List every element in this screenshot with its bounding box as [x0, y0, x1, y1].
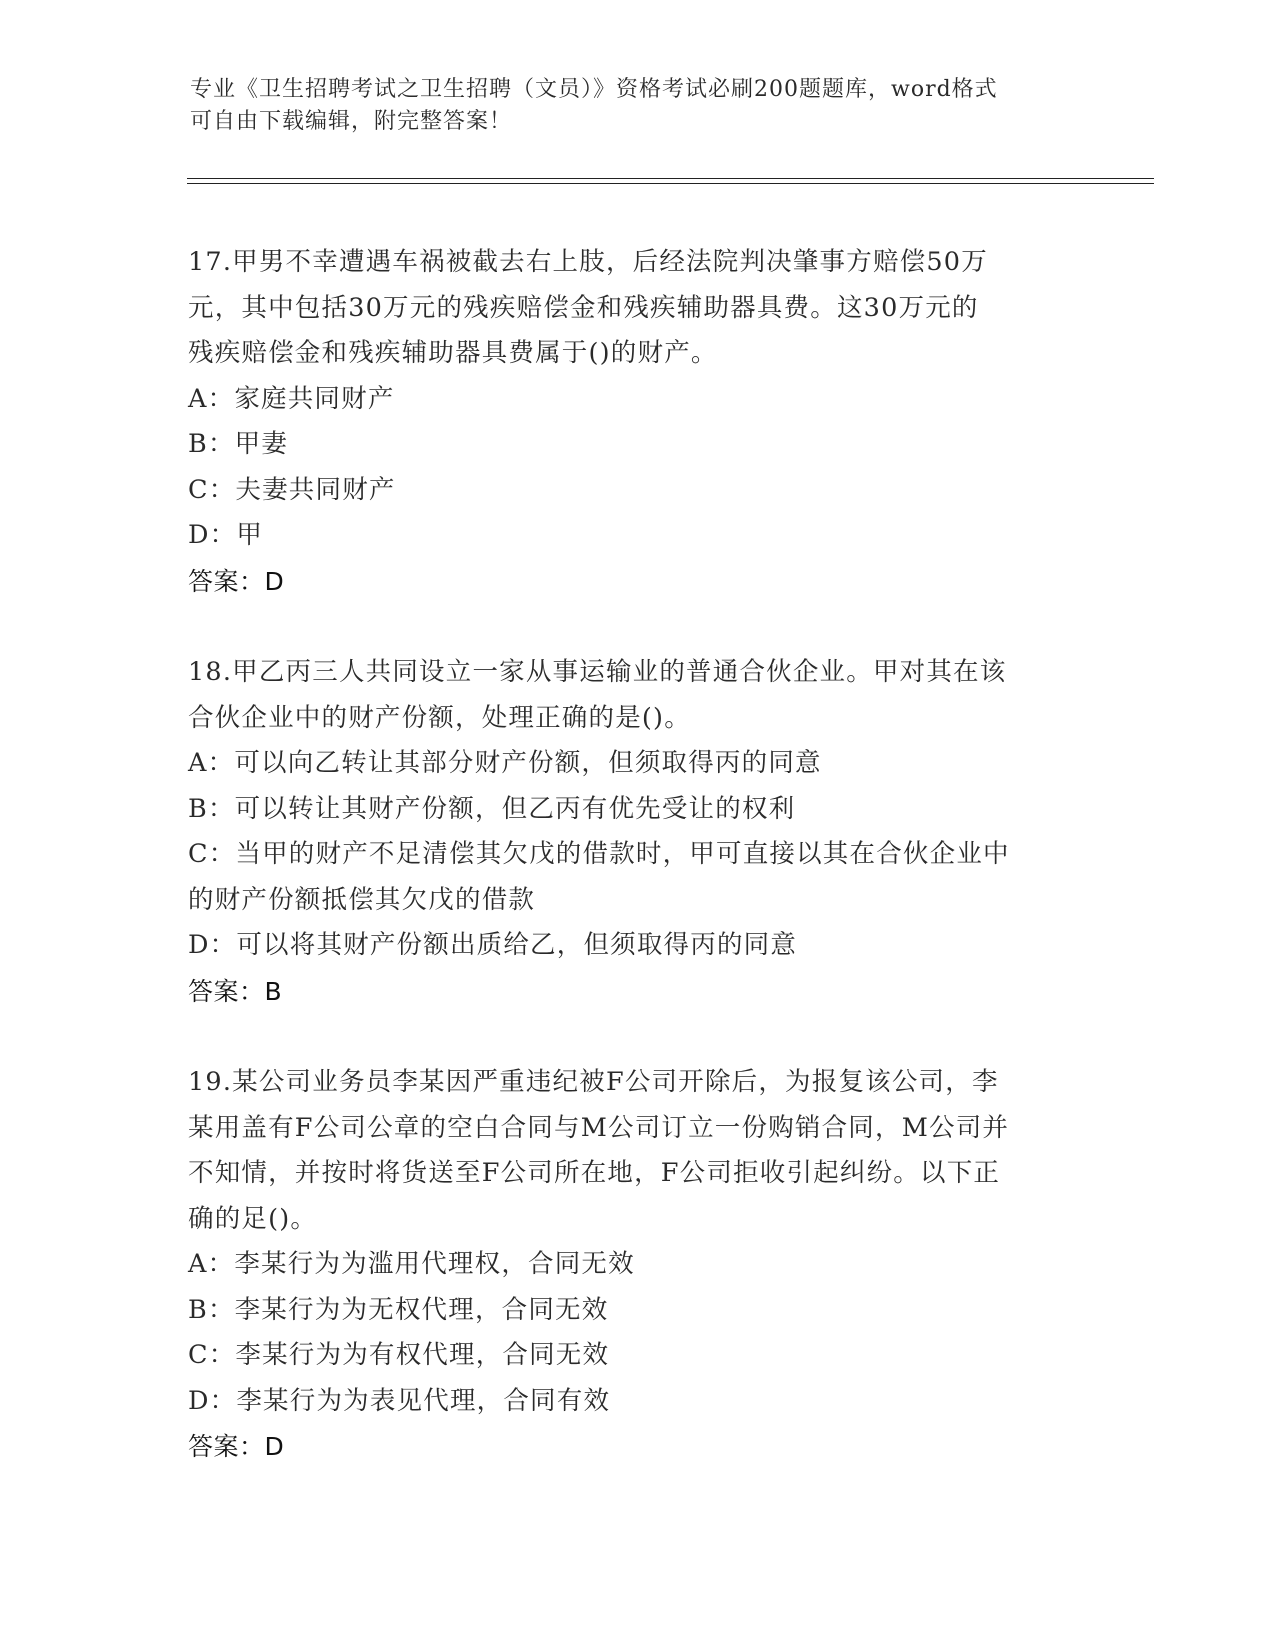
option-c: C：当甲的财产不足清偿其欠戊的借款时，甲可直接以其在合伙企业中	[188, 839, 1010, 869]
answer-label: 答案：D	[188, 1432, 285, 1461]
option-b: B：可以转让其财产份额，但乙丙有优先受让的权利	[188, 793, 796, 824]
option-c-continued: 的财产份额抵偿其欠戊的借款	[188, 884, 536, 915]
option-c: C：李某行为为有权代理，合同无效	[188, 1340, 610, 1370]
question-stem-line: 18.甲乙丙三人共同设立一家从事运输业的普通合伙企业。甲对其在该	[188, 657, 1007, 687]
question-stem-line: 某用盖有F公司公章的空白合同与M公司订立一份购销合同，M公司并	[188, 1112, 1010, 1143]
question-stem-line: 残疾赔偿金和残疾辅助器具费属于()的财产。	[188, 338, 718, 368]
question-stem-line: 确的足()。	[188, 1203, 318, 1234]
header-divider-bottom	[187, 183, 1154, 184]
question-18	[188, 650, 1088, 1015]
answer-label: 答案：B	[188, 976, 283, 1006]
question-stem-line: 不知情，并按时将货送至F公司所在地，F公司拒收引起纠纷。以下正	[188, 1158, 1001, 1188]
answer-label: 答案：D	[188, 566, 285, 596]
question-stem-line: 17.甲男不幸遭遇车祸被截去右上肢，后经法院判决肇事方赔偿50万	[188, 247, 988, 277]
option-b: B：甲妻	[188, 429, 289, 459]
option-a: A：可以向乙转让其部分财产份额，但须取得丙的同意	[188, 748, 822, 778]
question-stem-line: 合伙企业中的财产份额，处理正确的是()。	[188, 702, 691, 733]
option-d: D：可以将其财产份额出质给乙，但须取得丙的同意	[188, 930, 798, 960]
header-divider-top	[187, 178, 1154, 179]
header-line-2: 可自由下载编辑，附完整答案！	[190, 109, 513, 134]
option-a: A：家庭共同财产	[188, 383, 395, 414]
question-19	[188, 1060, 1088, 1470]
question-stem-line: 19.某公司业务员李某因严重违纪被F公司开除后，为报复该公司，李	[188, 1067, 999, 1097]
option-c: C：夫妻共同财产	[188, 474, 396, 505]
option-a: A：李某行为为滥用代理权，合同无效	[188, 1249, 635, 1279]
option-d: D：李某行为为表见代理，合同有效	[188, 1385, 611, 1416]
question-stem-line: 元，其中包括30万元的残疾赔偿金和残疾辅助器具费。这30万元的	[188, 292, 979, 323]
option-b: B：李某行为为无权代理，合同无效	[188, 1294, 609, 1325]
header-line-1: 专业《卫生招聘考试之卫生招聘（文员）》资格考试必刷200题题库，word格式	[190, 77, 998, 102]
document-header	[190, 74, 1090, 138]
option-d: D：甲	[188, 520, 264, 550]
question-17	[188, 240, 1088, 605]
